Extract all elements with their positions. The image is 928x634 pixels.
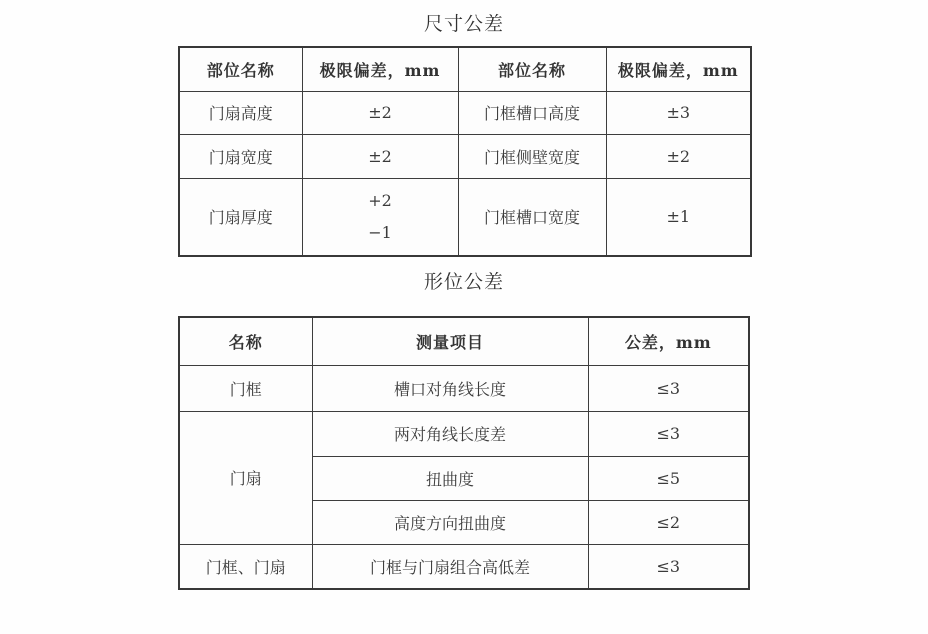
cell-part-name: 门扇宽度	[179, 134, 302, 178]
size-tolerance-table	[178, 46, 752, 257]
table-row	[179, 544, 749, 589]
table-row	[179, 178, 751, 256]
cell-name-merged: 门扇	[179, 411, 312, 544]
table-header-row	[179, 47, 751, 91]
cell-measure-item: 扭曲度	[312, 456, 588, 500]
cell-name: 门框	[179, 365, 312, 411]
column-header-tolerance: 公差，mm	[588, 317, 749, 365]
cell-part-name: 门框槽口高度	[458, 91, 606, 134]
cell-deviation: ±2	[606, 134, 751, 178]
column-header-measure-item: 测量项目	[312, 317, 588, 365]
cell-part-name: 门框侧壁宽度	[458, 134, 606, 178]
cell-tolerance: ≤3	[588, 365, 749, 411]
cell-part-name: 门扇厚度	[179, 178, 302, 256]
column-header-part-name-left: 部位名称	[179, 47, 302, 91]
cell-deviation: ±3	[606, 91, 751, 134]
cell-tolerance: ≤3	[588, 411, 749, 456]
cell-deviation: ±2	[302, 134, 458, 178]
cell-deviation-two-line	[302, 178, 458, 256]
cell-tolerance: ≤2	[588, 500, 749, 544]
cell-tolerance: ≤5	[588, 456, 749, 500]
table-header-row	[179, 317, 749, 365]
cell-measure-item: 门框与门扇组合高低差	[312, 544, 588, 589]
cell-measure-item: 高度方向扭曲度	[312, 500, 588, 544]
cell-tolerance: ≤3	[588, 544, 749, 589]
table-row	[179, 91, 751, 134]
cell-part-name: 门框槽口宽度	[458, 178, 606, 256]
cell-part-name: 门扇高度	[179, 91, 302, 134]
size-tolerance-title: 尺寸公差	[423, 13, 504, 35]
form-tolerance-table	[178, 316, 750, 590]
cell-deviation: ±2	[302, 91, 458, 134]
table-row	[179, 134, 751, 178]
column-header-limit-deviation-left: 极限偏差，mm	[302, 47, 458, 91]
column-header-part-name-right: 部位名称	[458, 47, 606, 91]
column-header-limit-deviation-right: 极限偏差，mm	[606, 47, 751, 91]
cell-measure-item: 两对角线长度差	[312, 411, 588, 456]
cell-measure-item: 槽口对角线长度	[312, 365, 588, 411]
cell-deviation: ±1	[606, 178, 751, 256]
deviation-upper-value: +2	[368, 190, 392, 210]
column-header-name: 名称	[179, 317, 312, 365]
form-tolerance-title: 形位公差	[423, 271, 504, 293]
table-row	[179, 365, 749, 411]
table-row	[179, 411, 749, 456]
cell-name: 门框、门扇	[179, 544, 312, 589]
deviation-lower-value: −1	[368, 222, 392, 242]
